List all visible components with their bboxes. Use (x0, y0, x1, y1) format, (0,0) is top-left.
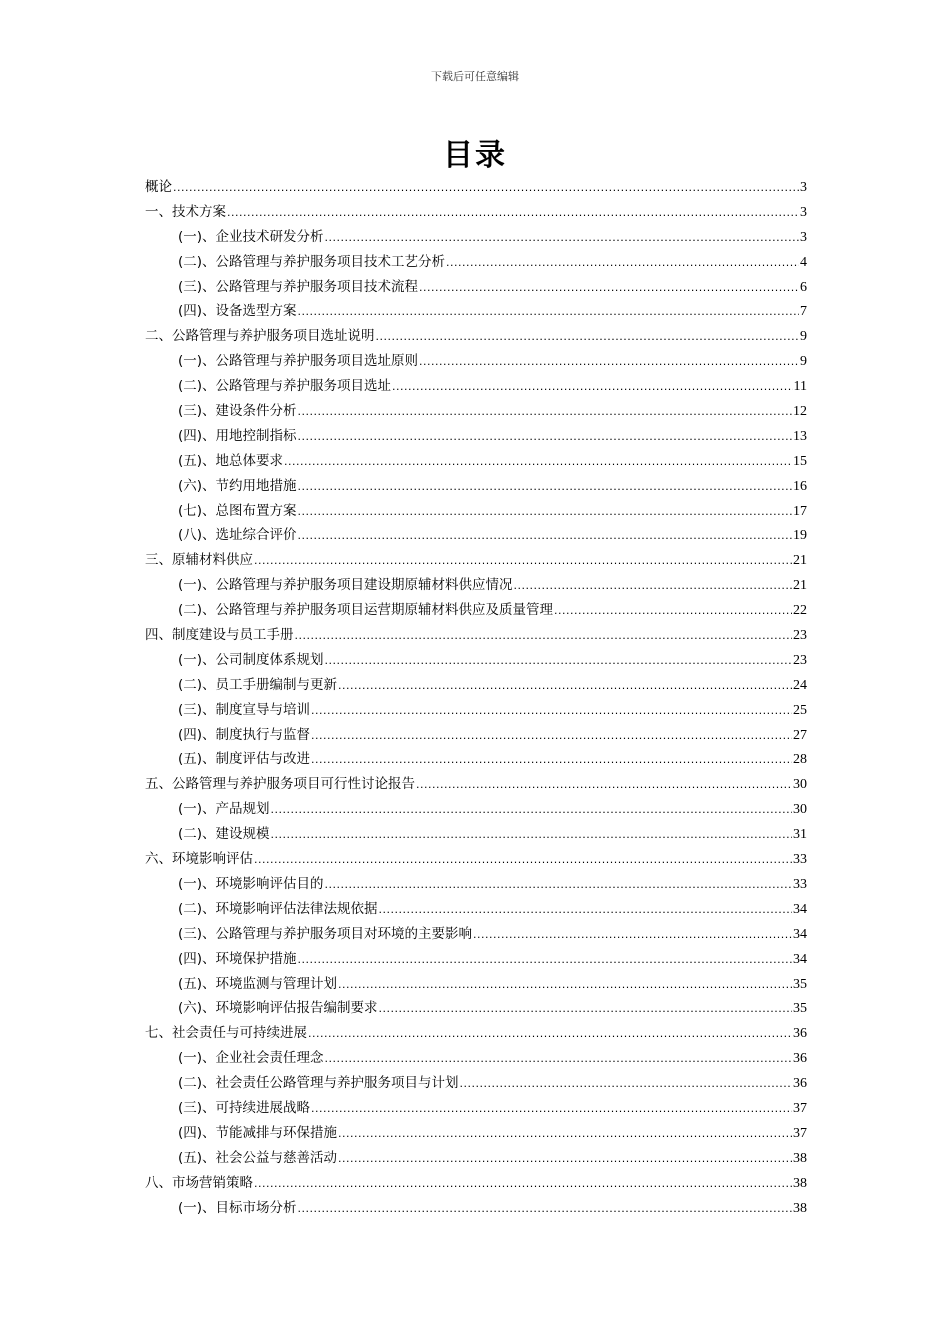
toc-entry[interactable] (145, 324, 807, 349)
toc-entry-label: (二)、公路管理与养护服务项目运营期原辅材料供应及质量管理 (178, 602, 554, 619)
toc-entry-label: (五)、制度评估与改进 (178, 751, 311, 768)
toc-page-number: 7 (800, 304, 807, 320)
toc-entry-label: (一)、公司制度体系规划 (178, 651, 324, 668)
toc-subentry[interactable] (145, 996, 807, 1021)
toc-subentry[interactable] (145, 872, 807, 897)
toc-dot-leader (308, 1022, 792, 1047)
toc-subentry[interactable] (145, 374, 807, 399)
toc-page-number: 34 (793, 901, 807, 917)
toc-entry-label: (二)、建设规模 (178, 826, 270, 843)
toc-dot-leader (298, 400, 792, 425)
toc-entry-label: (二)、环境影响评估法律法规依据 (178, 900, 378, 917)
toc-entry-label: 八、市场营销策略 (145, 1174, 253, 1191)
toc-subentry[interactable] (145, 424, 807, 449)
toc-page-number: 38 (793, 1175, 807, 1191)
toc-entry-label: 概论 (145, 179, 172, 195)
toc-dot-leader (254, 1172, 792, 1197)
toc-page-number: 15 (793, 453, 807, 469)
toc-page-number: 28 (793, 752, 807, 768)
toc-dot-leader (419, 350, 799, 375)
toc-page-number: 30 (793, 777, 807, 793)
toc-entry-label: (二)、社会责任公路管理与养护服务项目与计划 (178, 1075, 459, 1092)
toc-subentry[interactable] (145, 598, 807, 623)
toc-subentry[interactable] (145, 573, 807, 598)
toc-page-number: 38 (793, 1200, 807, 1216)
toc-dot-leader (338, 1147, 792, 1172)
toc-subentry[interactable] (145, 449, 807, 474)
toc-subentry[interactable] (145, 1046, 807, 1071)
toc-page-number: 19 (793, 528, 807, 544)
toc-subentry[interactable] (145, 972, 807, 997)
toc-dot-leader (338, 1122, 792, 1147)
toc-page-number: 21 (793, 553, 807, 569)
toc-subentry[interactable] (145, 747, 807, 772)
toc-page-number: 13 (793, 428, 807, 444)
toc-subentry[interactable] (145, 1196, 807, 1221)
toc-page-number: 34 (793, 951, 807, 967)
toc-page-number: 11 (793, 379, 807, 395)
toc-dot-leader (338, 674, 792, 699)
toc-entry-label: (三)、制度宣导与培训 (178, 701, 311, 718)
toc-entry-label: (六)、环境影响评估报告编制要求 (178, 1000, 378, 1017)
toc-entry-label: 四、制度建设与员工手册 (145, 627, 294, 644)
toc-subentry[interactable] (145, 897, 807, 922)
toc-entry[interactable] (145, 1171, 807, 1196)
toc-subentry[interactable] (145, 922, 807, 947)
toc-subentry[interactable] (145, 225, 807, 250)
toc-subentry[interactable] (145, 648, 807, 673)
toc-dot-leader (311, 748, 792, 773)
toc-page-number: 3 (800, 229, 807, 245)
toc-entry-label: (一)、产品规划 (178, 801, 270, 818)
header-note: 下载后可任意编辑 (431, 70, 519, 83)
toc-entry-label: (七)、总图布置方案 (178, 502, 297, 519)
toc-page-number: 6 (800, 279, 807, 295)
toc-dot-leader (311, 1097, 792, 1122)
toc-dot-leader (227, 201, 799, 226)
toc-entry-label: (三)、可持续进展战略 (178, 1099, 311, 1116)
toc-dot-leader (254, 549, 792, 574)
toc-dot-leader (325, 226, 799, 251)
toc-entry-label: (四)、环境保护措施 (178, 950, 297, 967)
toc-entry-label: (三)、公路管理与养护服务项目技术流程 (178, 278, 419, 295)
toc-entry-label: (四)、设备选型方案 (178, 303, 297, 320)
toc-entry-label: (四)、制度执行与监督 (178, 726, 311, 743)
toc-entry-label: 五、公路管理与养护服务项目可行性讨论报告 (145, 776, 415, 793)
toc-dot-leader (419, 276, 799, 301)
toc-page-number: 38 (793, 1150, 807, 1166)
toc-dot-leader (298, 500, 792, 525)
toc-dot-leader (254, 848, 792, 873)
toc-dot-leader (460, 1072, 792, 1097)
toc-entry-label: (一)、公路管理与养护服务项目建设期原辅材料供应情况 (178, 577, 513, 594)
toc-dot-leader (416, 773, 792, 798)
toc-subentry[interactable] (145, 250, 807, 275)
toc-subentry[interactable] (145, 499, 807, 524)
toc-dot-leader (325, 649, 792, 674)
toc-entry-label: 七、社会责任与可持续进展 (145, 1025, 307, 1042)
toc-dot-leader (271, 798, 792, 823)
toc-subentry[interactable] (145, 822, 807, 847)
toc-page-number: 34 (793, 926, 807, 942)
toc-dot-leader (554, 599, 792, 624)
toc-dot-leader (376, 325, 800, 350)
toc-subentry[interactable] (145, 523, 807, 548)
toc-entry[interactable] (145, 200, 807, 225)
toc-dot-leader (298, 425, 792, 450)
toc-page-number: 36 (793, 1051, 807, 1067)
toc-subentry[interactable] (145, 698, 807, 723)
toc-page-number: 31 (793, 827, 807, 843)
toc-entry-label: 二、公路管理与养护服务项目选址说明 (145, 328, 375, 345)
toc-subentry[interactable] (145, 1071, 807, 1096)
toc-page-number: 35 (793, 1001, 807, 1017)
toc-page-number: 17 (793, 503, 807, 519)
toc-dot-leader (311, 724, 792, 749)
toc-subentry[interactable] (145, 275, 807, 300)
toc-subentry[interactable] (145, 1096, 807, 1121)
toc-page-number: 12 (793, 404, 807, 420)
toc-entry-label: (五)、地总体要求 (178, 452, 284, 469)
toc-page-number: 37 (793, 1125, 807, 1141)
toc-page-number: 33 (793, 852, 807, 868)
toc-subentry[interactable] (145, 1146, 807, 1171)
toc-dot-leader (298, 948, 792, 973)
toc-dot-leader (325, 1047, 792, 1072)
toc-page-number: 37 (793, 1100, 807, 1116)
toc-subentry[interactable] (145, 299, 807, 324)
toc-entry-label: (五)、环境监测与管理计划 (178, 975, 338, 992)
toc-entry[interactable] (145, 847, 807, 872)
toc-dot-leader (298, 300, 799, 325)
toc-page-number: 16 (793, 478, 807, 494)
toc-dot-leader (173, 176, 799, 201)
toc-dot-leader (379, 997, 792, 1022)
toc-page-number: 30 (793, 802, 807, 818)
toc-dot-leader (338, 973, 792, 998)
toc-entry-label: (一)、目标市场分析 (178, 1199, 297, 1216)
toc-subentry[interactable] (145, 673, 807, 698)
toc-page-number: 22 (793, 603, 807, 619)
toc-dot-leader (473, 923, 792, 948)
toc-entry-label: (三)、建设条件分析 (178, 403, 297, 420)
toc-dot-leader (298, 524, 792, 549)
toc-subentry[interactable] (145, 723, 807, 748)
toc-page-number: 9 (800, 354, 807, 370)
toc-page-number: 35 (793, 976, 807, 992)
toc-dot-leader (311, 699, 792, 724)
toc-dot-leader (298, 1197, 792, 1222)
toc-page-number: 36 (793, 1076, 807, 1092)
toc-title: 目录 (443, 138, 507, 173)
toc-dot-leader (298, 475, 792, 500)
toc-page-number: 21 (793, 578, 807, 594)
toc-entry-label: (四)、节能减排与环保措施 (178, 1124, 338, 1141)
toc-dot-leader (379, 898, 792, 923)
toc-dot-leader (446, 251, 799, 276)
toc-dot-leader (271, 823, 792, 848)
toc-entry-label: (六)、节约用地措施 (178, 477, 297, 494)
toc-entry[interactable] (145, 772, 807, 797)
toc-subentry[interactable] (145, 399, 807, 424)
toc-entry-label: (八)、选址综合评价 (178, 527, 297, 544)
toc-page-number: 3 (800, 204, 807, 220)
toc-entry-label: (三)、公路管理与养护服务项目对环境的主要影响 (178, 925, 473, 942)
toc-entry-label: 一、技术方案 (145, 203, 226, 220)
toc-entry-label: (一)、环境影响评估目的 (178, 875, 324, 892)
toc-entry-label: 六、环境影响评估 (145, 851, 253, 868)
toc-page-number: 23 (793, 652, 807, 668)
toc-dot-leader (392, 375, 792, 400)
toc-entry-label: (一)、企业技术研发分析 (178, 228, 324, 245)
toc-entry-label: 三、原辅材料供应 (145, 552, 253, 569)
toc-dot-leader (514, 574, 792, 599)
toc-subentry[interactable] (145, 474, 807, 499)
toc-page-number: 24 (793, 677, 807, 693)
toc-page-number: 25 (793, 702, 807, 718)
toc-subentry[interactable] (145, 947, 807, 972)
table-of-contents (145, 175, 807, 1220)
toc-page-number: 27 (793, 727, 807, 743)
toc-entry-label: (五)、社会公益与慈善活动 (178, 1149, 338, 1166)
toc-page-number: 9 (800, 329, 807, 345)
toc-page-number: 3 (800, 180, 807, 195)
toc-page-number: 33 (793, 876, 807, 892)
toc-subentry[interactable] (145, 349, 807, 374)
toc-entry-label: (一)、公路管理与养护服务项目选址原则 (178, 353, 419, 370)
toc-entry[interactable] (145, 623, 807, 648)
toc-entry-label: (四)、用地控制指标 (178, 427, 297, 444)
toc-subentry[interactable] (145, 797, 807, 822)
toc-page-number: 36 (793, 1026, 807, 1042)
toc-entry[interactable] (145, 175, 807, 200)
toc-entry[interactable] (145, 1021, 807, 1046)
toc-page-number: 23 (793, 628, 807, 644)
toc-entry-label: (二)、员工手册编制与更新 (178, 676, 338, 693)
toc-entry[interactable] (145, 548, 807, 573)
toc-entry-label: (一)、企业社会责任理念 (178, 1050, 324, 1067)
toc-subentry[interactable] (145, 1121, 807, 1146)
toc-entry-label: (二)、公路管理与养护服务项目选址 (178, 378, 392, 395)
toc-entry-label: (二)、公路管理与养护服务项目技术工艺分析 (178, 253, 446, 270)
toc-dot-leader (325, 873, 792, 898)
toc-dot-leader (295, 624, 793, 649)
toc-dot-leader (284, 450, 792, 475)
toc-page-number: 4 (800, 254, 807, 270)
